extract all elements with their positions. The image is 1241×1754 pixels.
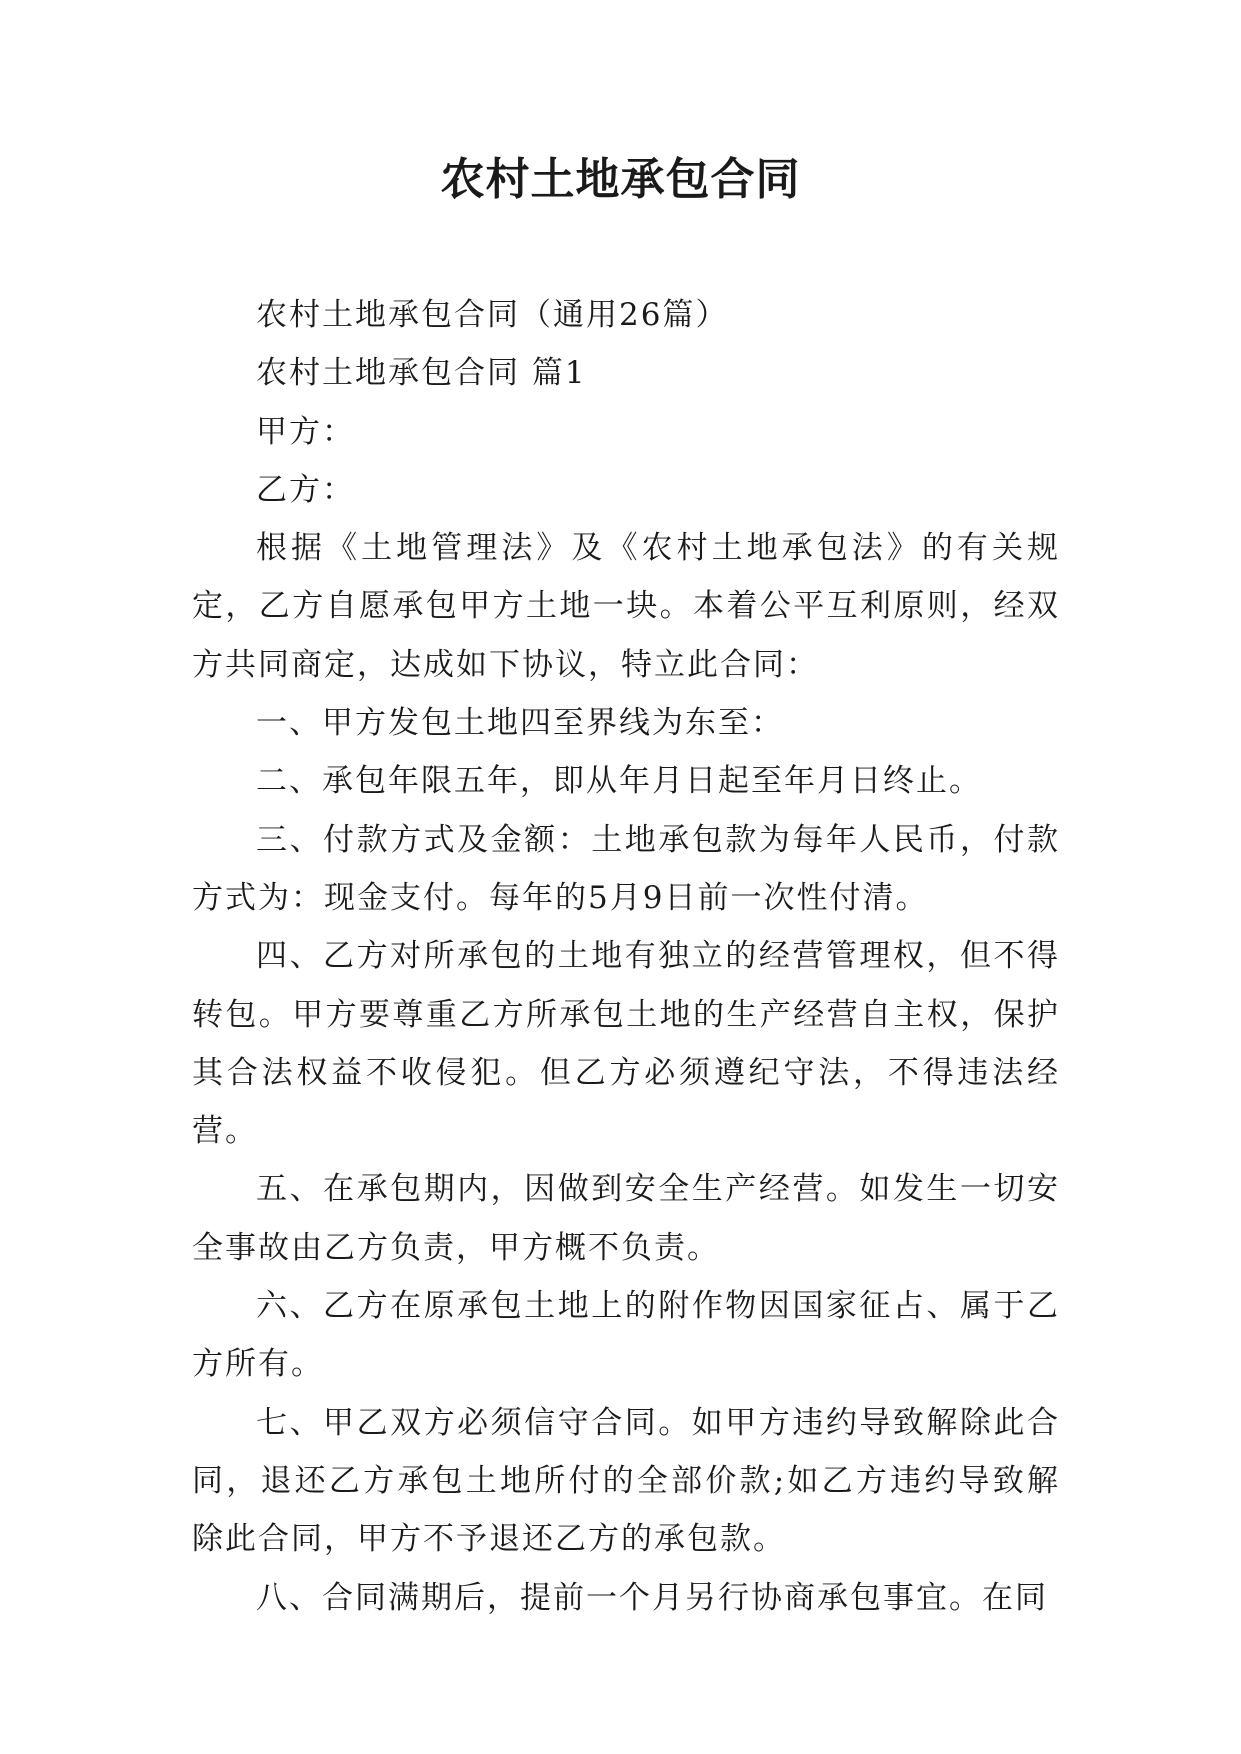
party-a-line: 甲方： (256, 413, 355, 450)
preamble-paragraph: 根据《土地管理法》及《农村土地承包法》的有关规定，乙方自愿承包甲方土地一块。本着公平互利原则，经双方共同商定，达成如下协议，特立此合同： (192, 530, 1060, 683)
clause-3: 三、付款方式及金额：土地承包款为每年人民币，付款方式为：现金支付。每年的5月9日前一次性付清。 (192, 821, 1060, 916)
clause-8: 八、合同满期后，提前一个月另行协商承包事宜。在同 (256, 1579, 1048, 1616)
clause-2: 二、承包年限五年，即从年月日起至年月日终止。 (256, 763, 982, 800)
clause-7: 七、甲乙双方必须信守合同。如甲方违约导致解除此合同，退还乙方承包土地所付的全部价款;如乙方违约导致解除此合同，甲方不予退还乙方的承包款。 (192, 1404, 1060, 1558)
clause-4: 四、乙方对所承包的土地有独立的经营管理权，但不得转包。甲方要尊重乙方所承包土地的生产经营自主权，保护其合法权益不收侵犯。但乙方必须遵纪守法，不得违法经营。 (192, 938, 1060, 1150)
subtitle-line: 农村土地承包合同（通用26篇） (256, 297, 729, 333)
section-heading: 农村土地承包合同 篇1 (256, 355, 587, 392)
clause-1: 一、甲方发包土地四至界线为东至： (256, 705, 784, 742)
clause-6: 六、乙方在原承包土地上的附作物因国家征占、属于乙方所有。 (192, 1288, 1060, 1383)
document-body (192, 286, 1060, 1627)
document-title: 农村土地承包合同 (440, 154, 801, 205)
party-b-line: 乙方： (256, 471, 355, 508)
clause-5: 五、在承包期内，因做到安全生产经营。如发生一切安全事故由乙方负责，甲方概不负责。 (192, 1171, 1060, 1266)
